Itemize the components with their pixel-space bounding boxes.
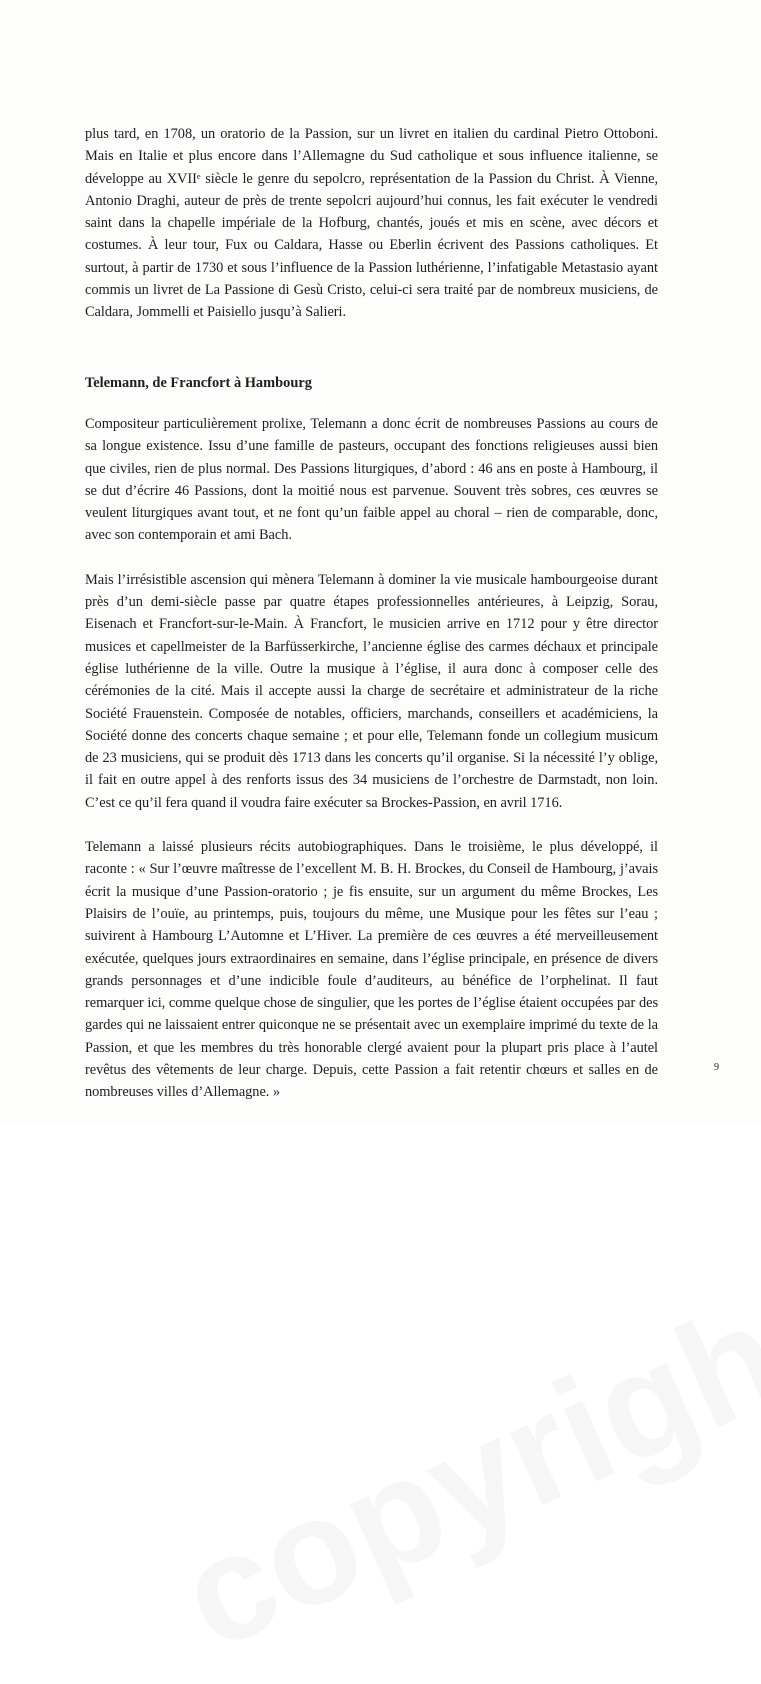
page-number: 9 xyxy=(714,1062,719,1073)
intro-paragraph-block xyxy=(85,123,658,324)
body-paragraph-3: Telemann a laissé plusieurs récits autobiographiques. Dans le troisième, le plus développé, il raconte : « Sur l’œuvre maîtresse de l’excellent M. B. H. Brockes, du Conseil de Hambourg, j’avais écrit la musique d’une Passion-oratorio ; je fis ensuite, sur un argument du même Brockes, Les Plaisirs de l’ouïe, au printemps, puis, toujours du même, une Musique pour les fêtes sur l’eau ; suivirent à Hambourg L’Automne et L’Hiver. La première de ces œuvres a été merveilleusement exécutée, quelques jours extraordinaires en semaine, dans l’église principale, en présence de divers grands personnages et d’une indicible foule d’auditeurs, au bénéfice de l’orphelinat. Il faut remarquer ici, comme quelque chose de singulier, que les portes de l’église étaient occupées par des gardes qui ne laissaient entrer quiconque ne se présentait avec un exemplaire imprimé du texte de la Passion, et que les membres du très honorable clergé avaient pour la plupart pris place à l’autel revêtus des vêtements de leur charge. Depuis, cette Passion a fait retentir chœurs et salles en de nombreuses villes d’Allemagne. » xyxy=(85,839,658,1101)
body-paragraph-2: Mais l’irrésistible ascension qui mènera Telemann à dominer la vie musicale hambourgeoise durant près d’un demi-siècle passe par quatre étapes professionnelles antérieures, à Leipzig, Sorau, Eisenach et Francfort-sur-le-Main. À Francfort, le musicien arrive en 1712 pour y être director musices et capellmeister de la Barfüsserkirche, l’ancienne église des carmes déchaux et principale église luthérienne de la ville. Outre la musique à l’église, il aura donc à composer celle des cérémonies de la cité. Mais il accepte aussi la charge de secrétaire et administrateur de la riche Société Frauenstein. Composée de notables, officiers, marchands, conseillers et académiciens, la Société donne des concerts chaque semaine ; et pour elle, Telemann fonde un collegium musicum de 23 musiciens, qui se produit dès 1713 dans les concerts qu’il organise. Si la nécessité l’y oblige, il fait en outre appel à des renforts issus des 34 musiciens de l’orchestre de Darmstadt, non loin. C’est ce qu’il fera quand il voudra faire exécuter sa Brockes-Passion, en avril 1716. xyxy=(85,571,658,811)
body-paragraph-1: Compositeur particulièrement prolixe, Telemann a donc écrit de nombreuses Passions au cours de sa longue existence. Issu d’une famille de pasteurs, occupant des fonctions religieuses aussi bien que civiles, rien de plus normal. Des Passions liturgiques, d’abord : 46 ans en poste à Hambourg, il se dut d’écrire 46 Passions, dont la moitié nous est parvenue. Souvent très sobres, ces œuvres se veulent liturgiques avant tout, et ne font qu’un faible appel au choral – rien de comparable, donc, avec son contemporain et ami Bach. xyxy=(85,416,658,544)
section-body xyxy=(85,413,658,1104)
section-heading: Telemann, de Francfort à Hambourg xyxy=(85,375,312,391)
intro-paragraph: plus tard, en 1708, un oratorio de la Passion, sur un livret en italien du cardinal Pietro Ottoboni. Mais en Italie et plus encore dans l’Allemagne du Sud catholique et sous influence italienne, se développe au XVIIᵉ siècle le genre du sepolcro, représentation de la Passion du Christ. À Vienne, Antonio Draghi, auteur de près de trente sepolcri aujourd’hui connus, les fait exécuter le vendredi saint dans la chapelle impériale de la Hofburg, chantés, joués et mis en scène, avec décors et costumes. À leur tour, Fux ou Caldara, Hasse ou Eberlin écrivent des Passions catholiques. Et surtout, à partir de 1730 et sous l’influence de la Passion luthérienne, l’infatigable Metastasio ayant commis un livret de La Passione di Gesù Cristo, celui-ci sera traité par de nombreux musiciens, de Caldara, Jommelli et Paisiello jusqu’à Salieri. xyxy=(85,126,658,321)
